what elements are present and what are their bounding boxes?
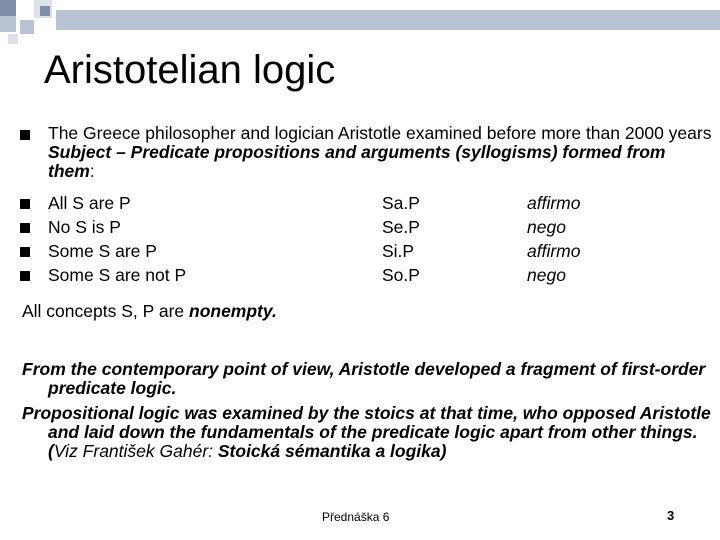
bullet-square-icon bbox=[20, 199, 30, 209]
proposition-latin: nego bbox=[527, 217, 566, 237]
proposition-latin: nego bbox=[527, 265, 566, 285]
paragraph-contemporary: From the contemporary point of view, Aristotle developed a fragment of first-order predicate logic. bbox=[22, 359, 706, 398]
contemporary-paragraph bbox=[22, 360, 712, 398]
stoics-paragraph bbox=[22, 404, 712, 461]
proposition-form: Some S are not P bbox=[48, 265, 187, 285]
intro-plain: The Greece philosopher and logician Aristotle examined before more than 2000 years bbox=[48, 123, 712, 143]
bullet-square-icon bbox=[20, 271, 30, 281]
nonempty-note bbox=[22, 302, 277, 321]
proposition-code: Se.P bbox=[382, 217, 420, 237]
proposition-code: Sa.P bbox=[382, 193, 420, 213]
stoics-main: Propositional logic was examined by the stoics at that time, who opposed Aristotle and laid down the fundamentals of the predicate logic apart from other things. ( bbox=[22, 403, 711, 461]
proposition-latin: affirmo bbox=[527, 241, 581, 261]
proposition-latin: affirmo bbox=[527, 193, 581, 213]
paragraph-stoics bbox=[22, 404, 712, 461]
header-decoration bbox=[0, 0, 720, 50]
bullet-square-icon bbox=[20, 223, 30, 233]
bullet-square-icon bbox=[20, 247, 30, 257]
stoics-reference: Viz František Gahér: bbox=[53, 441, 214, 461]
page-number: 3 bbox=[667, 508, 675, 523]
proposition-code: So.P bbox=[382, 265, 420, 285]
slide-footer: Přednáška 6 bbox=[322, 510, 390, 524]
proposition-code: Si.P bbox=[382, 241, 415, 261]
proposition-form: All S are P bbox=[48, 193, 131, 213]
bullet-square-icon bbox=[20, 130, 30, 140]
intro-text bbox=[48, 124, 713, 181]
intro-emphasis: Subject – Predicate propositions and arguments (syllogisms) formed from them bbox=[48, 142, 666, 181]
proposition-form: No S is P bbox=[48, 217, 121, 237]
slide-title: Aristotelian logic bbox=[44, 48, 336, 92]
nonempty-text: All concepts S, P are bbox=[22, 301, 189, 321]
intro-tail: : bbox=[89, 161, 95, 181]
stoics-reference-tail: Stoická sémantika a logika) bbox=[213, 441, 447, 461]
nonempty-emphasis: nonempty. bbox=[189, 301, 277, 321]
proposition-form: Some S are P bbox=[48, 241, 157, 261]
